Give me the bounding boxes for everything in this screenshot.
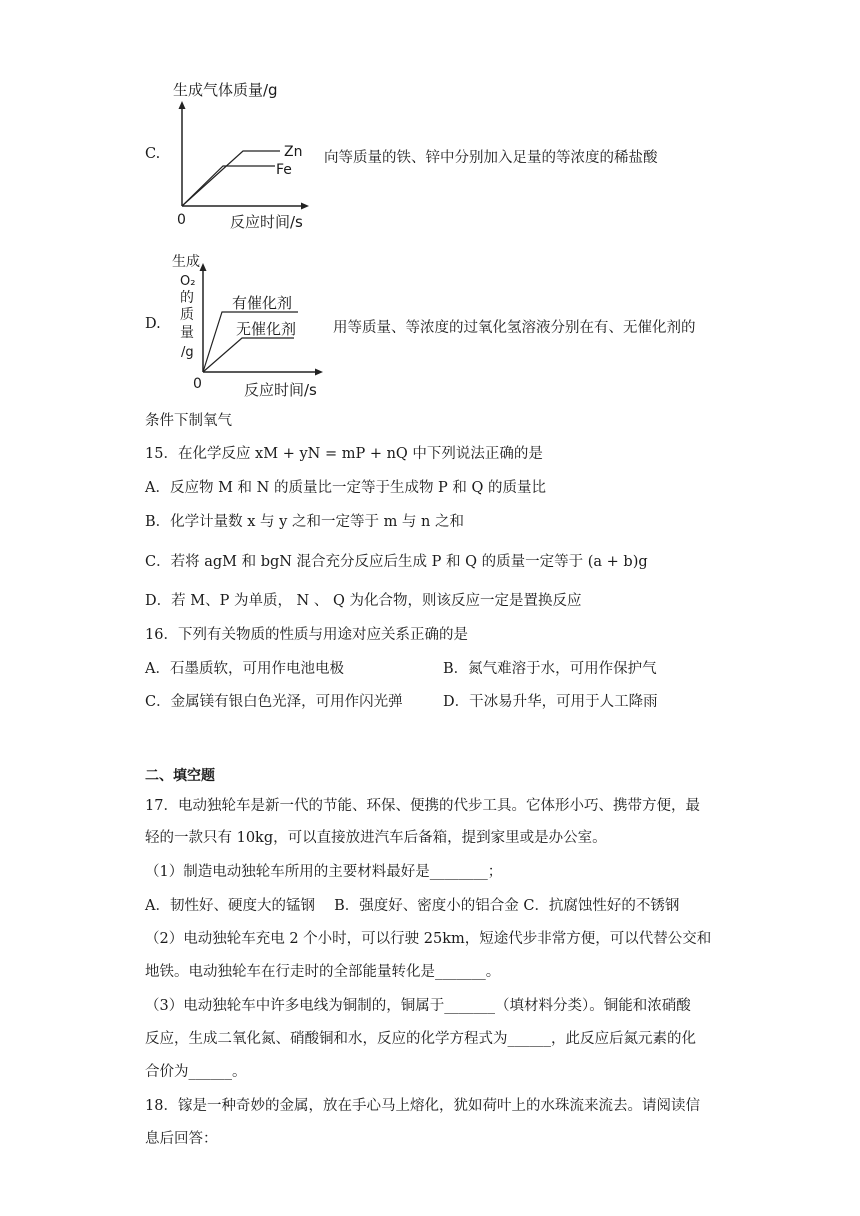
q15-stem: 15．在化学反应 xM + yN = mP + nQ 中下列说法正确的是 bbox=[145, 446, 543, 462]
option-c-text: 向等质量的铁、锌中分别加入足量的等浓度的稀盐酸 bbox=[324, 150, 658, 166]
option-d-text-continued: 条件下制氧气 bbox=[145, 413, 232, 429]
option-c-series-fe bbox=[182, 166, 275, 206]
option-c-series-fe-label: Fe bbox=[276, 162, 292, 178]
option-c-series-zn-label: Zn bbox=[284, 144, 303, 160]
q17-subquestion-2-cont: 地铁。电动独轮车在行走时的全部能量转化是_______。 bbox=[145, 964, 501, 980]
option-c-x-arrow bbox=[301, 203, 309, 210]
option-c-letter: C. bbox=[145, 146, 161, 162]
option-d-ylabel-line: /g bbox=[181, 345, 194, 360]
option-d-origin: 0 bbox=[193, 376, 202, 392]
option-d-series-without-catalyst bbox=[203, 338, 294, 372]
q17-subquestion-3-cont: 反应，生成二氧化氮、硝酸铜和水，反应的化学方程式为______，此反应后氮元素的化 bbox=[145, 1031, 696, 1047]
option-d-ylabel-line: 的 bbox=[180, 290, 194, 306]
option-d-text: 用等质量、等浓度的过氧化氢溶液分别在有、无催化剂的 bbox=[333, 320, 696, 336]
option-c-origin: 0 bbox=[177, 212, 186, 228]
option-d-ylabel-line: 量 bbox=[180, 325, 194, 341]
option-d-graph bbox=[170, 248, 330, 404]
q18-paragraph-line: 18．镓是一种奇妙的金属，放在手心马上熔化，犹如荷叶上的水珠流来流去。请阅读信 bbox=[145, 1098, 700, 1114]
q16-stem: 16．下列有关物质的性质与用途对应关系正确的是 bbox=[145, 627, 468, 643]
option-d-ylabel-line: O₂ bbox=[180, 274, 196, 289]
q15-option-c: C．若将 agM 和 bgN 混合充分反应后生成 P 和 Q 的质量一定等于 (a + b)g bbox=[145, 554, 648, 570]
q17-subquestion-2: （2）电动独轮车充电 2 个小时，可以行驶 25km，短途代步非常方便，可以代替公交和 bbox=[145, 931, 712, 947]
q17-subquestion-1-options: A．韧性好、硬度大的锰钢 B．强度好、密度小的铝合金 C．抗腐蚀性好的不锈钢 bbox=[145, 898, 680, 914]
option-d-x-arrow bbox=[315, 369, 323, 376]
option-d-graph-xlabel: 反应时间/s bbox=[244, 381, 317, 399]
q17-subquestion-3-cont: 合价为______。 bbox=[145, 1064, 247, 1080]
option-c-graph-xlabel: 反应时间/s bbox=[230, 213, 303, 231]
option-c-graph-ylabel: 生成气体质量/g bbox=[173, 81, 278, 99]
q16-option-a: A．石墨质软，可用作电池电极 bbox=[145, 661, 344, 677]
q15-option-b: B．化学计量数 x 与 y 之和一定等于 m 与 n 之和 bbox=[145, 514, 464, 530]
option-c-y-arrow bbox=[179, 101, 186, 109]
option-d-series-without-catalyst-label: 无催化剂 bbox=[236, 320, 297, 338]
option-c-graph bbox=[165, 76, 315, 232]
option-d-ylabel-line: 质 bbox=[180, 307, 194, 323]
q15-option-a: A．反应物 M 和 N 的质量比一定等于生成物 P 和 Q 的质量比 bbox=[145, 480, 547, 496]
option-d-y-arrow bbox=[200, 263, 207, 271]
option-c-series-zn bbox=[182, 151, 280, 206]
q15-option-d: D．若 M、P 为单质， N 、 Q 为化合物，则该反应一定是置换反应 bbox=[145, 593, 582, 609]
q17-subquestion-3: （3）电动独轮车中许多电线为铜制的，铜属于_______（填材料分类）。铜能和浓硝酸 bbox=[145, 998, 691, 1014]
q17-paragraph-line: 轻的一款只有 10kg，可以直接放进汽车后备箱，提到家里或是办公室。 bbox=[145, 830, 607, 846]
q17-paragraph-line: 17．电动独轮车是新一代的节能、环保、便携的代步工具。它体形小巧、携带方便，最 bbox=[145, 798, 700, 814]
option-d-letter: D. bbox=[145, 316, 161, 332]
option-d-ylabel-line: 生成 bbox=[172, 254, 200, 270]
option-d-series-with-catalyst-label: 有催化剂 bbox=[232, 294, 293, 312]
section-title: 二、填空题 bbox=[145, 768, 215, 784]
q16-option-b: B．氮气难溶于水，可用作保护气 bbox=[443, 661, 657, 677]
q16-option-c: C．金属镁有银白色光泽，可用作闪光弹 bbox=[145, 694, 403, 710]
q17-subquestion-1: （1）制造电动独轮车所用的主要材料最好是________； bbox=[145, 864, 503, 880]
q18-paragraph-line: 息后回答： bbox=[145, 1131, 218, 1147]
q16-option-d: D．干冰易升华，可用于人工降雨 bbox=[443, 694, 658, 710]
